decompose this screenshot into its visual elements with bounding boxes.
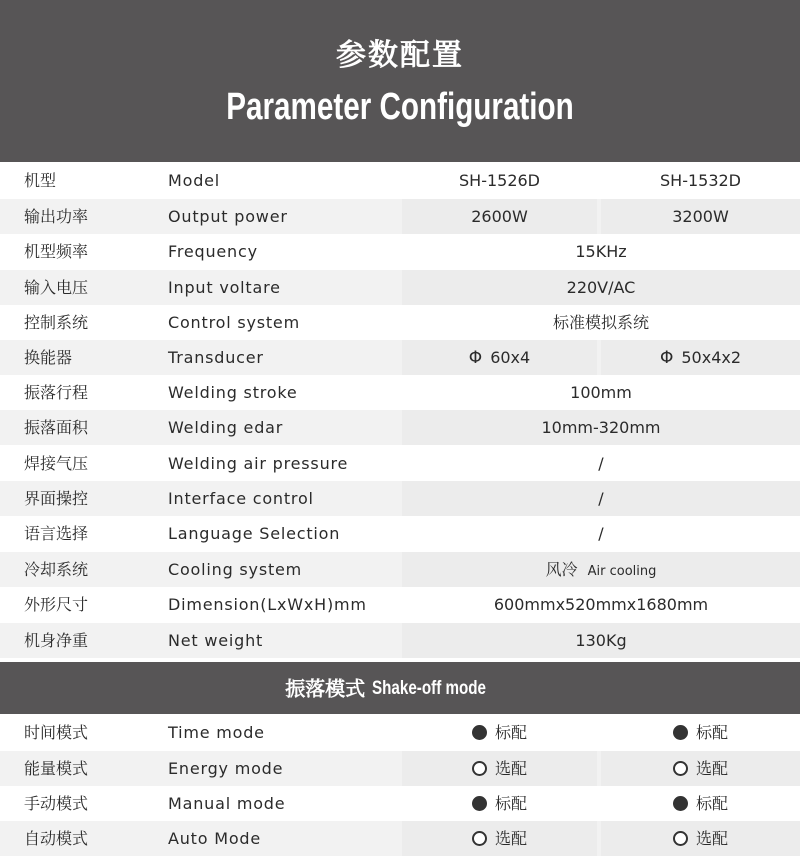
value-model-b: SH-1532D (660, 171, 741, 190)
mode-row-manual (0, 786, 800, 821)
label-zh: 手动模式 (24, 794, 89, 813)
mode-row-auto (0, 821, 800, 856)
page-header (0, 0, 800, 162)
label-en: Manual mode (168, 794, 286, 813)
mode-value-a: 标配 (402, 786, 597, 821)
label-en: Frequency (168, 242, 258, 261)
label-en: Auto Mode (168, 829, 262, 848)
label-zh: 自动模式 (24, 829, 89, 848)
label-en: Energy mode (168, 759, 284, 778)
label-zh: 冷却系统 (24, 560, 89, 579)
title-chinese: 参数配置 (336, 38, 464, 73)
label-zh: 换能器 (24, 348, 73, 367)
label-en: Input voltare (168, 278, 281, 297)
filled-circle-icon (673, 725, 688, 740)
spec-row-welding-area (0, 410, 800, 445)
label-en: Net weight (168, 631, 264, 650)
label-en: Cooling system (168, 560, 303, 579)
title-english: Parameter Configuration (226, 86, 574, 128)
label-zh: 机型频率 (24, 242, 89, 261)
spec-row-air-pressure (0, 446, 800, 481)
mode-value-a: 标配 (402, 715, 597, 750)
filled-circle-icon (472, 796, 487, 811)
label-en: Transducer (168, 348, 264, 367)
label-zh: 语言选择 (24, 524, 89, 543)
label-en: Dimension(LxWxH)mm (168, 595, 367, 614)
value-frequency: 15KHz (575, 242, 627, 261)
mode-value-b: 标配 (601, 715, 800, 750)
label-zh: 振落行程 (24, 383, 89, 402)
spec-row-dimension (0, 587, 800, 622)
section-title-zh: 振落模式 (285, 676, 366, 701)
label-en: Welding edar (168, 418, 284, 437)
filled-circle-icon (673, 796, 688, 811)
label-en: Welding air pressure (168, 454, 349, 473)
value-transducer-a: Φ 60x4 (402, 340, 597, 375)
value-language: / (598, 524, 604, 543)
spec-row-model (0, 163, 800, 198)
diameter-icon: Φ (659, 348, 674, 368)
filled-circle-icon (472, 725, 487, 740)
label-zh: 界面操控 (24, 489, 89, 508)
diameter-icon: Φ (468, 348, 483, 368)
label-en: Control system (168, 313, 300, 332)
mode-value-b: 标配 (601, 786, 800, 821)
spec-row-control-system (0, 305, 800, 340)
value-air-pressure: / (598, 454, 604, 473)
value-area: 10mm-320mm (402, 410, 800, 445)
label-en: Time mode (168, 723, 265, 742)
spec-row-frequency (0, 234, 800, 269)
spec-row-welding-stroke (0, 375, 800, 410)
spec-row-cooling (0, 552, 800, 587)
value-stroke: 100mm (570, 383, 632, 402)
empty-circle-icon (673, 831, 688, 846)
spec-row-input-voltage (0, 270, 800, 305)
mode-value-a: 选配 (402, 821, 597, 856)
value-model-a: SH-1526D (459, 171, 540, 190)
label-zh: 焊接气压 (24, 454, 89, 473)
label-zh: 控制系统 (24, 313, 89, 332)
label-zh: 能量模式 (24, 759, 89, 778)
label-zh: 外形尺寸 (24, 595, 89, 614)
label-en: Interface control (168, 489, 314, 508)
spec-row-interface-control (0, 481, 800, 516)
spec-row-language (0, 516, 800, 551)
label-zh: 输出功率 (24, 207, 89, 226)
value-power-a: 2600W (402, 199, 597, 234)
label-en: Model (168, 171, 221, 190)
section-title-en: Shake-off mode (372, 677, 487, 699)
label-zh: 机型 (24, 171, 57, 190)
label-zh: 振落面积 (24, 418, 89, 437)
label-zh: 输入电压 (24, 278, 89, 297)
label-en: Welding stroke (168, 383, 298, 402)
spec-row-transducer (0, 340, 800, 375)
label-zh: 时间模式 (24, 723, 89, 742)
spec-row-output-power (0, 199, 800, 234)
section-header (0, 662, 800, 714)
value-voltage: 220V/AC (402, 270, 800, 305)
mode-row-energy (0, 751, 800, 786)
mode-value-b: 选配 (601, 821, 800, 856)
value-power-b: 3200W (601, 199, 800, 234)
value-transducer-b: Φ 50x4x2 (601, 340, 800, 375)
empty-circle-icon (673, 761, 688, 776)
empty-circle-icon (472, 761, 487, 776)
value-weight: 130Kg (402, 623, 800, 658)
spec-row-net-weight (0, 623, 800, 658)
value-cooling: 风冷 Air cooling (402, 552, 800, 587)
label-zh: 机身净重 (24, 631, 89, 650)
label-en: Language Selection (168, 524, 341, 543)
mode-value-b: 选配 (601, 751, 800, 786)
value-control-system: 标准模拟系统 (552, 313, 649, 332)
mode-value-a: 选配 (402, 751, 597, 786)
label-en: Output power (168, 207, 288, 226)
value-dimension: 600mmx520mmx1680mm (493, 595, 709, 614)
mode-row-time (0, 715, 800, 750)
value-interface: / (402, 481, 800, 516)
empty-circle-icon (472, 831, 487, 846)
